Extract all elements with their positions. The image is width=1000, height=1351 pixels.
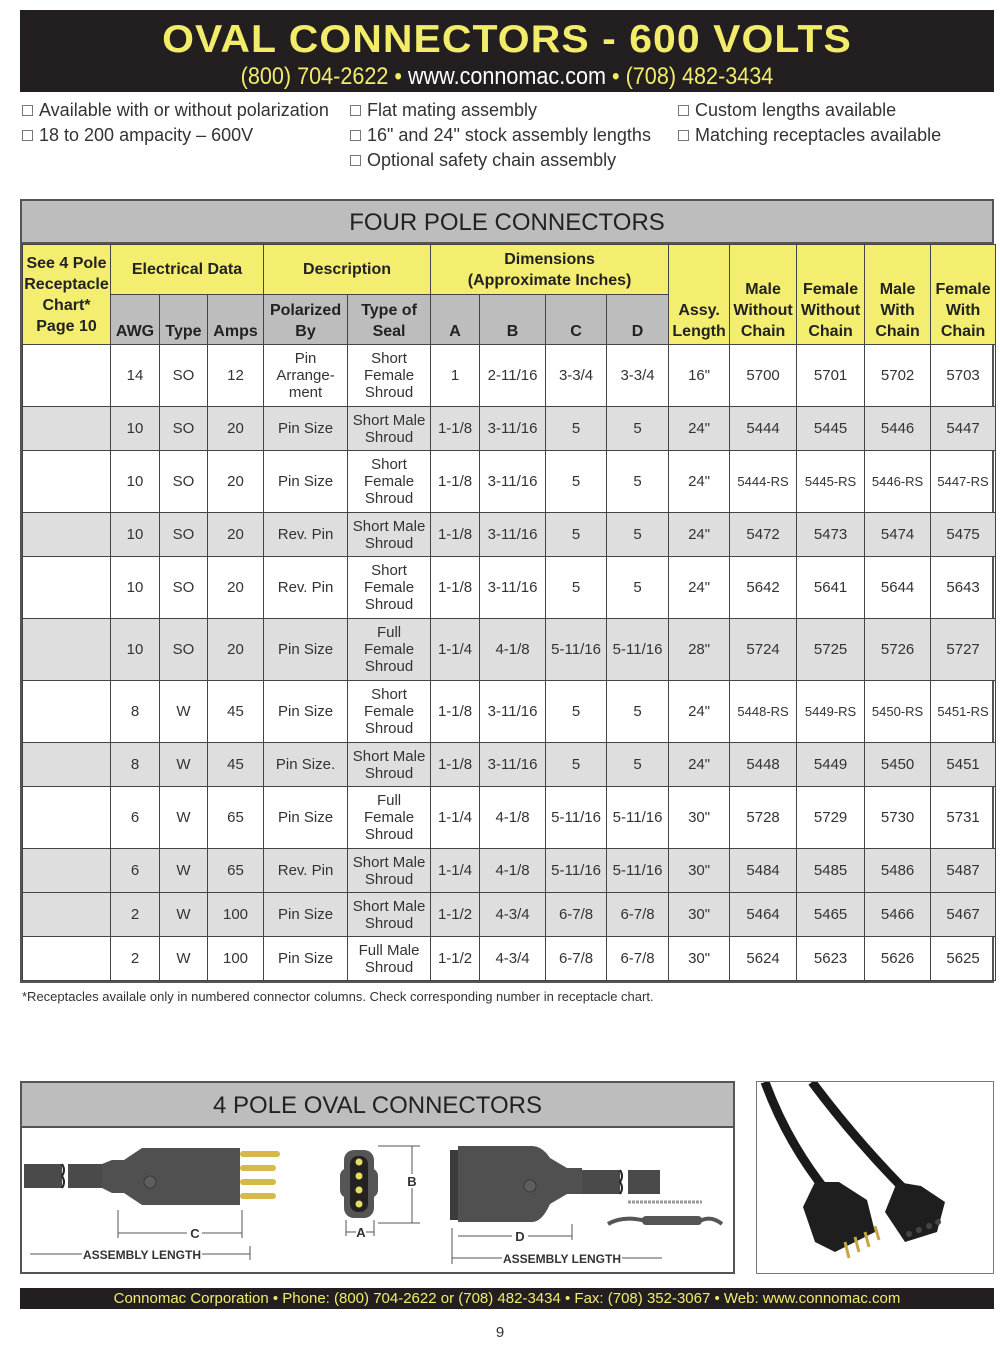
cell-dim-c: 5 bbox=[546, 743, 607, 787]
table-row bbox=[23, 743, 996, 787]
cell-receptacle bbox=[23, 937, 111, 981]
cell-receptacle bbox=[23, 849, 111, 893]
cell-awg: 14 bbox=[111, 345, 160, 407]
table-row bbox=[23, 681, 996, 743]
cell-dim-c: 5 bbox=[546, 451, 607, 513]
cell-dim-d: 5 bbox=[607, 681, 669, 743]
cell-type: SO bbox=[160, 513, 208, 557]
feature-item: 16" and 24" stock assembly lengths bbox=[350, 125, 651, 146]
cell-dim-d: 5-11/16 bbox=[607, 849, 669, 893]
cell-receptacle bbox=[23, 451, 111, 513]
cell-female-with-chain: 5467 bbox=[931, 893, 996, 937]
cell-amps: 65 bbox=[208, 787, 264, 849]
feature-item: Flat mating assembly bbox=[350, 100, 537, 121]
cell-awg: 10 bbox=[111, 557, 160, 619]
cell-awg: 10 bbox=[111, 451, 160, 513]
cell-polarized-by: Rev. Pin bbox=[264, 557, 348, 619]
cell-type-of-seal: Short Male Shroud bbox=[348, 513, 431, 557]
cell-female-without-chain: 5725 bbox=[797, 619, 865, 681]
cell-dim-c: 5 bbox=[546, 513, 607, 557]
cell-assy-length: 24" bbox=[669, 681, 730, 743]
cell-dim-a: 1 bbox=[431, 345, 480, 407]
cell-type-of-seal: Short Female Shroud bbox=[348, 681, 431, 743]
cell-receptacle bbox=[23, 557, 111, 619]
cell-awg: 2 bbox=[111, 893, 160, 937]
cell-assy-length: 16" bbox=[669, 345, 730, 407]
table-footnote: *Receptacles availale only in numbered connector columns. Check corresponding number in receptacle chart. bbox=[22, 989, 654, 1004]
cell-polarized-by: Rev. Pin bbox=[264, 849, 348, 893]
cell-type: SO bbox=[160, 407, 208, 451]
cell-type: W bbox=[160, 849, 208, 893]
cell-type: SO bbox=[160, 451, 208, 513]
cell-type-of-seal: Short Male Shroud bbox=[348, 407, 431, 451]
cell-type-of-seal: Short Male Shroud bbox=[348, 893, 431, 937]
page-number: 9 bbox=[495, 1324, 505, 1341]
checkbox-bullet-icon bbox=[350, 155, 361, 166]
cell-polarized-by: Pin Size bbox=[264, 407, 348, 451]
cell-amps: 12 bbox=[208, 345, 264, 407]
cell-dim-c: 6-7/8 bbox=[546, 893, 607, 937]
connector-diagram bbox=[22, 1128, 733, 1272]
header-male-with-chain: Male With Chain bbox=[865, 245, 931, 345]
cell-receptacle bbox=[23, 619, 111, 681]
cell-dim-b: 4-1/8 bbox=[480, 849, 546, 893]
cell-male-with-chain: 5446-RS bbox=[865, 451, 931, 513]
label-b: B bbox=[407, 1174, 417, 1189]
cell-male-with-chain: 5730 bbox=[865, 787, 931, 849]
header-female-without-chain: Female Without Chain bbox=[797, 245, 865, 345]
cell-polarized-by: Pin Size. bbox=[264, 743, 348, 787]
cell-female-with-chain: 5625 bbox=[931, 937, 996, 981]
cell-dim-b: 3-11/16 bbox=[480, 557, 546, 619]
cell-dim-b: 4-3/4 bbox=[480, 937, 546, 981]
cell-dim-a: 1-1/8 bbox=[431, 451, 480, 513]
cell-male-without-chain: 5642 bbox=[730, 557, 797, 619]
cell-male-without-chain: 5484 bbox=[730, 849, 797, 893]
cell-assy-length: 24" bbox=[669, 513, 730, 557]
table-row bbox=[23, 849, 996, 893]
checkbox-bullet-icon bbox=[22, 130, 33, 141]
cell-female-without-chain: 5485 bbox=[797, 849, 865, 893]
cell-type: W bbox=[160, 893, 208, 937]
cell-receptacle bbox=[23, 345, 111, 407]
cell-male-with-chain: 5446 bbox=[865, 407, 931, 451]
cell-dim-b: 2-11/16 bbox=[480, 345, 546, 407]
checkbox-bullet-icon bbox=[678, 105, 689, 116]
page-footer: Connomac Corporation • Phone: (800) 704-2622 or (708) 482-3434 • Fax: (708) 352-3067 • Web: www.connomac.com bbox=[20, 1288, 994, 1309]
cell-dim-d: 5 bbox=[607, 451, 669, 513]
cell-female-without-chain: 5445-RS bbox=[797, 451, 865, 513]
table-body bbox=[23, 345, 996, 981]
feature-item: 18 to 200 ampacity – 600V bbox=[22, 125, 253, 146]
cell-female-with-chain: 5475 bbox=[931, 513, 996, 557]
cell-amps: 100 bbox=[208, 937, 264, 981]
header-female-with-chain: Female With Chain bbox=[931, 245, 996, 345]
cell-type-of-seal: Short Male Shroud bbox=[348, 743, 431, 787]
label-a: A bbox=[356, 1225, 366, 1240]
cell-type: SO bbox=[160, 345, 208, 407]
connector-photo-image bbox=[757, 1082, 992, 1272]
cell-polarized-by: Pin Size bbox=[264, 451, 348, 513]
cell-dim-d: 5-11/16 bbox=[607, 787, 669, 849]
cell-receptacle bbox=[23, 743, 111, 787]
cell-male-with-chain: 5450 bbox=[865, 743, 931, 787]
cell-dim-a: 1-1/8 bbox=[431, 513, 480, 557]
checkbox-bullet-icon bbox=[350, 130, 361, 141]
label-c: C bbox=[190, 1226, 200, 1241]
cell-dim-d: 5-11/16 bbox=[607, 619, 669, 681]
cell-assy-length: 30" bbox=[669, 893, 730, 937]
header-receptacle-chart: See 4 Pole Receptacle Chart* Page 10 bbox=[23, 245, 111, 345]
cell-dim-d: 6-7/8 bbox=[607, 893, 669, 937]
cell-male-without-chain: 5728 bbox=[730, 787, 797, 849]
cell-dim-a: 1-1/2 bbox=[431, 937, 480, 981]
cell-male-without-chain: 5472 bbox=[730, 513, 797, 557]
connector-photo bbox=[756, 1081, 994, 1274]
feature-item: Custom lengths available bbox=[678, 100, 896, 121]
feature-item: Optional safety chain assembly bbox=[350, 150, 616, 171]
label-assembly-length-male: ASSEMBLY LENGTH bbox=[82, 1248, 202, 1262]
cell-polarized-by: Pin Size bbox=[264, 787, 348, 849]
header-dim-b: B bbox=[480, 295, 546, 345]
cell-dim-a: 1-1/8 bbox=[431, 557, 480, 619]
cell-female-with-chain: 5643 bbox=[931, 557, 996, 619]
header-awg: AWG bbox=[111, 295, 160, 345]
cell-female-with-chain: 5487 bbox=[931, 849, 996, 893]
cell-female-without-chain: 5449-RS bbox=[797, 681, 865, 743]
cell-type: SO bbox=[160, 557, 208, 619]
cell-dim-a: 1-1/8 bbox=[431, 743, 480, 787]
cell-type: W bbox=[160, 681, 208, 743]
cell-type-of-seal: Full Male Shroud bbox=[348, 937, 431, 981]
header-male-without-chain: Male Without Chain bbox=[730, 245, 797, 345]
cell-amps: 65 bbox=[208, 849, 264, 893]
contact-line: (800) 704-2622 • www.connomac.com • (708) 482-3434 bbox=[240, 63, 774, 90]
cell-polarized-by: Rev. Pin bbox=[264, 513, 348, 557]
cell-dim-b: 3-11/16 bbox=[480, 407, 546, 451]
page-title: OVAL CONNECTORS - 600 VOLTS bbox=[162, 18, 852, 61]
page-header bbox=[20, 10, 994, 92]
header-dimensions: Dimensions (Approximate Inches) bbox=[431, 245, 669, 295]
cell-dim-b: 3-11/16 bbox=[480, 743, 546, 787]
cell-dim-c: 6-7/8 bbox=[546, 937, 607, 981]
cell-female-without-chain: 5465 bbox=[797, 893, 865, 937]
cell-receptacle bbox=[23, 681, 111, 743]
table-row bbox=[23, 513, 996, 557]
cell-awg: 8 bbox=[111, 681, 160, 743]
cell-polarized-by: Pin Size bbox=[264, 893, 348, 937]
cell-receptacle bbox=[23, 407, 111, 451]
cell-female-without-chain: 5641 bbox=[797, 557, 865, 619]
cell-awg: 2 bbox=[111, 937, 160, 981]
cell-dim-c: 5 bbox=[546, 681, 607, 743]
table-row bbox=[23, 893, 996, 937]
cell-assy-length: 24" bbox=[669, 407, 730, 451]
cell-type-of-seal: Short Male Shroud bbox=[348, 849, 431, 893]
phone-2: (708) 482-3434 bbox=[625, 63, 774, 90]
cell-dim-b: 4-1/8 bbox=[480, 619, 546, 681]
cell-type-of-seal: Short Female Shroud bbox=[348, 557, 431, 619]
cell-assy-length: 28" bbox=[669, 619, 730, 681]
cell-awg: 8 bbox=[111, 743, 160, 787]
cell-dim-b: 3-11/16 bbox=[480, 681, 546, 743]
cell-receptacle bbox=[23, 513, 111, 557]
header-polarized-by: Polarized By bbox=[264, 295, 348, 345]
header-dim-d: D bbox=[607, 295, 669, 345]
header-amps: Amps bbox=[208, 295, 264, 345]
cell-dim-c: 5 bbox=[546, 407, 607, 451]
cell-dim-a: 1-1/4 bbox=[431, 787, 480, 849]
cell-male-with-chain: 5466 bbox=[865, 893, 931, 937]
cell-dim-b: 4-1/8 bbox=[480, 787, 546, 849]
cell-male-with-chain: 5474 bbox=[865, 513, 931, 557]
female-connector-drawing bbox=[450, 1146, 722, 1264]
cell-dim-b: 3-11/16 bbox=[480, 513, 546, 557]
cell-dim-d: 5 bbox=[607, 557, 669, 619]
cell-amps: 20 bbox=[208, 557, 264, 619]
connector-face-drawing bbox=[340, 1146, 420, 1236]
cell-amps: 45 bbox=[208, 743, 264, 787]
table-row bbox=[23, 407, 996, 451]
cell-assy-length: 24" bbox=[669, 451, 730, 513]
cell-type-of-seal: Full Female Shroud bbox=[348, 787, 431, 849]
cell-female-with-chain: 5727 bbox=[931, 619, 996, 681]
cell-male-without-chain: 5444 bbox=[730, 407, 797, 451]
cell-male-with-chain: 5486 bbox=[865, 849, 931, 893]
cell-amps: 45 bbox=[208, 681, 264, 743]
cell-female-with-chain: 5447 bbox=[931, 407, 996, 451]
label-assembly-length-female: ASSEMBLY LENGTH bbox=[502, 1252, 622, 1266]
label-d: D bbox=[515, 1229, 525, 1244]
cell-assy-length: 24" bbox=[669, 743, 730, 787]
checkbox-bullet-icon bbox=[350, 105, 361, 116]
cell-female-with-chain: 5447-RS bbox=[931, 451, 996, 513]
cell-male-without-chain: 5448-RS bbox=[730, 681, 797, 743]
table-row bbox=[23, 937, 996, 981]
cell-dim-a: 1-1/4 bbox=[431, 849, 480, 893]
cell-female-with-chain: 5451-RS bbox=[931, 681, 996, 743]
cell-female-without-chain: 5701 bbox=[797, 345, 865, 407]
diagram-title: 4 POLE OVAL CONNECTORS bbox=[22, 1083, 733, 1128]
cell-female-with-chain: 5451 bbox=[931, 743, 996, 787]
cell-amps: 20 bbox=[208, 407, 264, 451]
cell-female-without-chain: 5729 bbox=[797, 787, 865, 849]
cell-male-without-chain: 5700 bbox=[730, 345, 797, 407]
table-row bbox=[23, 345, 996, 407]
table-row bbox=[23, 451, 996, 513]
cell-assy-length: 30" bbox=[669, 787, 730, 849]
cell-dim-d: 5 bbox=[607, 513, 669, 557]
table-row bbox=[23, 787, 996, 849]
header-type: Type bbox=[160, 295, 208, 345]
cell-awg: 10 bbox=[111, 513, 160, 557]
cell-amps: 20 bbox=[208, 513, 264, 557]
cell-amps: 100 bbox=[208, 893, 264, 937]
four-pole-table bbox=[20, 199, 994, 983]
cell-awg: 10 bbox=[111, 407, 160, 451]
checkbox-bullet-icon bbox=[678, 130, 689, 141]
cell-receptacle bbox=[23, 893, 111, 937]
cell-polarized-by: Pin Size bbox=[264, 619, 348, 681]
cell-polarized-by: Pin Arrange- ment bbox=[264, 345, 348, 407]
cell-dim-c: 5-11/16 bbox=[546, 787, 607, 849]
cell-female-with-chain: 5703 bbox=[931, 345, 996, 407]
checkbox-bullet-icon bbox=[22, 105, 33, 116]
cell-assy-length: 24" bbox=[669, 557, 730, 619]
cell-polarized-by: Pin Size bbox=[264, 681, 348, 743]
cell-receptacle bbox=[23, 787, 111, 849]
cell-assy-length: 30" bbox=[669, 849, 730, 893]
feature-item: Available with or without polarization bbox=[22, 100, 329, 121]
connector-table bbox=[22, 244, 996, 981]
cell-male-without-chain: 5724 bbox=[730, 619, 797, 681]
cell-dim-d: 5 bbox=[607, 407, 669, 451]
cell-male-with-chain: 5626 bbox=[865, 937, 931, 981]
header-electrical-data: Electrical Data bbox=[111, 245, 264, 295]
cell-male-with-chain: 5644 bbox=[865, 557, 931, 619]
cell-type: W bbox=[160, 743, 208, 787]
cell-awg: 10 bbox=[111, 619, 160, 681]
cell-female-without-chain: 5445 bbox=[797, 407, 865, 451]
header-description: Description bbox=[264, 245, 431, 295]
table-row bbox=[23, 557, 996, 619]
cell-type-of-seal: Short Female Shroud bbox=[348, 451, 431, 513]
website-link[interactable]: www.connomac.com bbox=[407, 63, 607, 90]
cell-dim-a: 1-1/8 bbox=[431, 407, 480, 451]
header-dim-c: C bbox=[546, 295, 607, 345]
cell-type-of-seal: Short Female Shroud bbox=[348, 345, 431, 407]
table-row bbox=[23, 619, 996, 681]
cell-type-of-seal: Full Female Shroud bbox=[348, 619, 431, 681]
diagram-panel bbox=[20, 1081, 735, 1274]
cell-male-without-chain: 5448 bbox=[730, 743, 797, 787]
cell-dim-d: 5 bbox=[607, 743, 669, 787]
cell-dim-c: 3-3/4 bbox=[546, 345, 607, 407]
cell-dim-c: 5-11/16 bbox=[546, 849, 607, 893]
cell-male-without-chain: 5444-RS bbox=[730, 451, 797, 513]
cell-assy-length: 30" bbox=[669, 937, 730, 981]
cell-polarized-by: Pin Size bbox=[264, 937, 348, 981]
cell-type: W bbox=[160, 937, 208, 981]
header-assy-length: Assy. Length bbox=[669, 245, 730, 345]
cell-dim-d: 3-3/4 bbox=[607, 345, 669, 407]
cell-male-without-chain: 5464 bbox=[730, 893, 797, 937]
cell-dim-b: 3-11/16 bbox=[480, 451, 546, 513]
cell-male-without-chain: 5624 bbox=[730, 937, 797, 981]
cell-dim-b: 4-3/4 bbox=[480, 893, 546, 937]
header-type-of-seal: Type of Seal bbox=[348, 295, 431, 345]
cell-female-with-chain: 5731 bbox=[931, 787, 996, 849]
cell-awg: 6 bbox=[111, 849, 160, 893]
table-title: FOUR POLE CONNECTORS bbox=[22, 201, 992, 244]
cell-dim-c: 5 bbox=[546, 557, 607, 619]
cell-female-without-chain: 5473 bbox=[797, 513, 865, 557]
cell-male-with-chain: 5726 bbox=[865, 619, 931, 681]
cell-amps: 20 bbox=[208, 619, 264, 681]
cell-dim-a: 1-1/8 bbox=[431, 681, 480, 743]
cell-dim-a: 1-1/2 bbox=[431, 893, 480, 937]
header-dim-a: A bbox=[431, 295, 480, 345]
cell-female-without-chain: 5623 bbox=[797, 937, 865, 981]
cell-amps: 20 bbox=[208, 451, 264, 513]
phone-1: (800) 704-2622 bbox=[240, 63, 389, 90]
cell-dim-a: 1-1/4 bbox=[431, 619, 480, 681]
cell-awg: 6 bbox=[111, 787, 160, 849]
cell-female-without-chain: 5449 bbox=[797, 743, 865, 787]
cell-type: W bbox=[160, 787, 208, 849]
cell-male-with-chain: 5702 bbox=[865, 345, 931, 407]
cell-dim-d: 6-7/8 bbox=[607, 937, 669, 981]
cell-male-with-chain: 5450-RS bbox=[865, 681, 931, 743]
cell-dim-c: 5-11/16 bbox=[546, 619, 607, 681]
feature-item: Matching receptacles available bbox=[678, 125, 941, 146]
male-connector-drawing bbox=[24, 1148, 280, 1260]
cell-type: SO bbox=[160, 619, 208, 681]
